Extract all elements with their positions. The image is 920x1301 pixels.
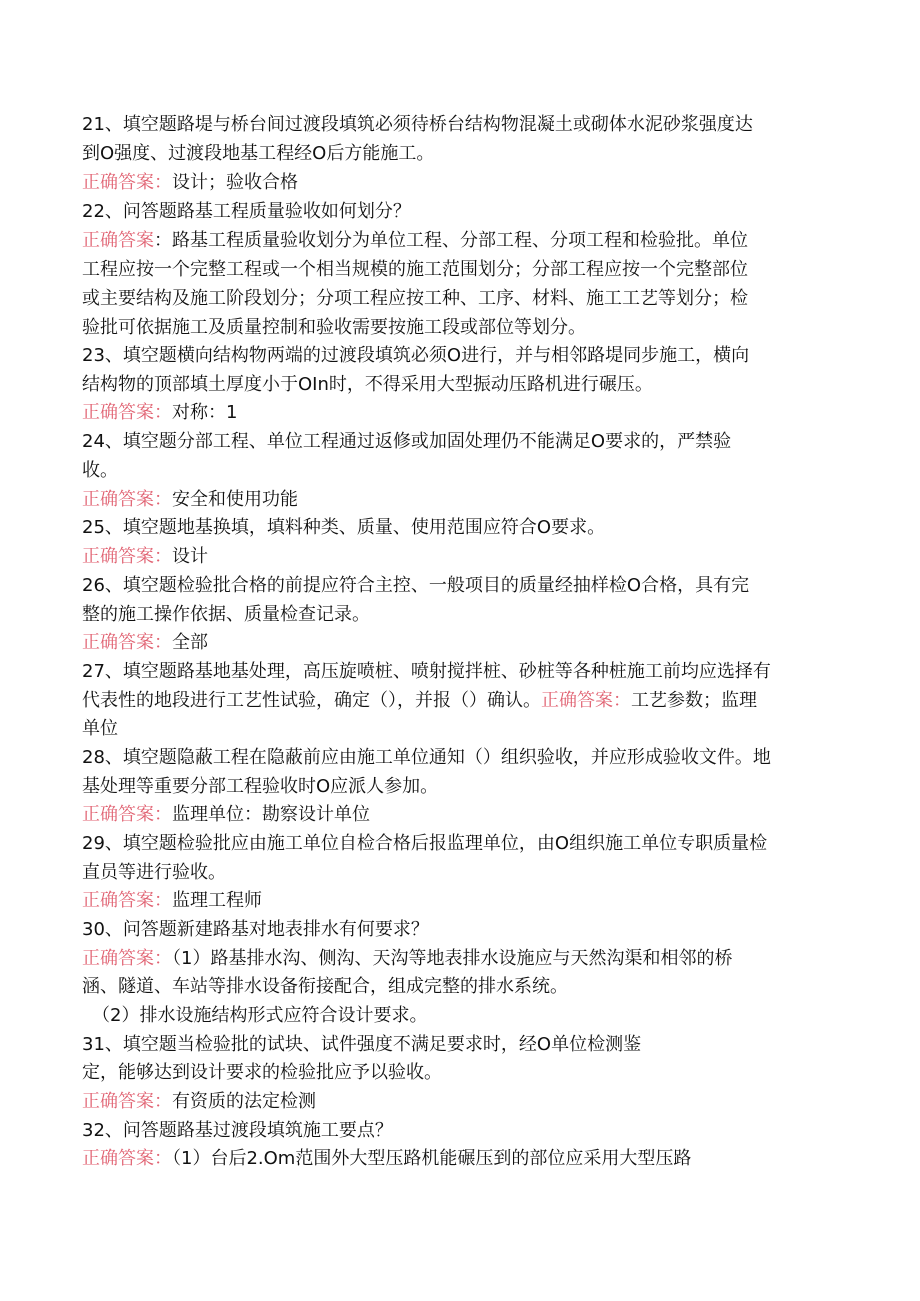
question-21-line-2: 到O强度、过渡段地基工程经O后方能施工。 <box>82 143 435 164</box>
question-23-line-1: 23、填空题横向结构物两端的过渡段填筑必须O进行，并与相邻路堤同步施工，横向 <box>82 345 750 366</box>
answer-30-line-1 <box>82 946 732 972</box>
answer-26-text: 全部 <box>172 632 208 653</box>
answer-30-text-1: （1）路基排水沟、侧沟、天沟等地表排水设施应与天然沟渠和相邻的桥 <box>172 948 733 969</box>
answer-label: 正确答案： <box>82 890 172 911</box>
answer-label: 正确答案： <box>82 489 172 510</box>
answer-23-text: 对称：1 <box>172 402 238 423</box>
question-21-line-1: 21、填空题路堤与桥台间过渡段填筑必须待桥台结构物混凝土或砌体水泥砂浆强度达 <box>82 114 753 135</box>
question-26-line-2: 整的施工操作依据、质量检查记录。 <box>82 604 370 625</box>
answer-27-line-2: 单位 <box>82 718 118 739</box>
question-24-line-1: 24、填空题分部工程、单位工程通过返修或加固处理仍不能满足O要求的，严禁验 <box>82 431 732 452</box>
answer-label: 正确答案： <box>82 632 172 653</box>
answer-22-line-4: 验批可依据施工及质量控制和验收需要按施工段或部位等划分。 <box>82 317 586 338</box>
question-22-line-1: 22、问答题路基工程质量验收如何划分？ <box>82 201 411 222</box>
question-24-line-2: 收。 <box>82 460 118 481</box>
question-29-line-2: 直员等进行验收。 <box>82 862 226 883</box>
answer-label: 正确答案： <box>541 690 631 711</box>
question-32-line-1: 32、问答题路基过渡段填筑施工要点？ <box>82 1120 393 1141</box>
answer-label: 正确答案 <box>82 230 154 251</box>
answer-22-line-3: 或主要结构及施工阶段划分；分项工程应按工种、工序、材料、施工工艺等划分；检 <box>82 288 748 309</box>
question-28-line-2: 基处理等重要分部工程验收时O应派人参加。 <box>82 776 439 797</box>
answer-25-text: 设计 <box>172 546 208 567</box>
answer-22-line-2: 工程应按一个完整工程或一个相当规模的施工范围划分；分部工程应按一个完整部位 <box>82 259 748 280</box>
answer-22-text-1: ：路基工程质量验收划分为单位工程、分部工程、分项工程和检验批。单位 <box>154 230 748 251</box>
answer-32-text-1: （1）台后2.Om范围外大型压路机能碾压到的部位应采用大型压路 <box>172 1148 692 1169</box>
answer-22-line-1 <box>82 228 748 254</box>
question-27-line-1: 27、填空题路基地基处理，高压旋喷桩、喷射搅拌桩、砂桩等各种桩施工前均应选择有 <box>82 661 771 682</box>
answer-29-text: 监理工程师 <box>172 890 262 911</box>
question-30-line-1: 30、问答题新建路基对地表排水有何要求？ <box>82 919 429 940</box>
answer-21-text: 设计；验收合格 <box>172 172 298 193</box>
question-27-text: 代表性的地段进行工艺性试验，确定（），并报（）确认。 <box>82 690 541 711</box>
answer-28 <box>82 802 370 828</box>
answer-26 <box>82 630 208 656</box>
answer-label: 正确答案： <box>82 1091 172 1112</box>
question-28-line-1: 28、填空题隐蔽工程在隐蔽前应由施工单位通知（）组织验收，并应形成验收文件。地 <box>82 747 771 768</box>
answer-label: 正确答案： <box>82 804 172 825</box>
answer-label: 正确答案： <box>82 402 172 423</box>
answer-30-line-3: （2）排水设施结构形式应符合设计要求。 <box>92 1005 428 1026</box>
question-23-line-2: 结构物的顶部填土厚度小于OIn时，不得采用大型振动压路机进行碾压。 <box>82 374 653 395</box>
answer-31-text: 有资质的法定检测 <box>172 1091 316 1112</box>
answer-label: 正确答案： <box>82 1148 172 1169</box>
answer-30-line-2: 涵、隧道、车站等排水设备衔接配合，组成完整的排水系统。 <box>82 976 568 997</box>
answer-25 <box>82 544 208 570</box>
question-29-line-1: 29、填空题检验批应由施工单位自检合格后报监理单位，由O组织施工单位专职质量检 <box>82 833 768 854</box>
answer-27-text: 工艺参数；监理 <box>631 690 757 711</box>
answer-21 <box>82 170 298 196</box>
answer-24 <box>82 487 298 513</box>
answer-label: 正确答案： <box>82 172 172 193</box>
answer-23 <box>82 400 237 426</box>
answer-24-text: 安全和使用功能 <box>172 489 298 510</box>
question-27-line-2 <box>82 688 757 714</box>
question-25-line-1: 25、填空题地基换填，填料种类、质量、使用范围应符合O要求。 <box>82 517 606 538</box>
question-26-line-1: 26、填空题检验批合格的前提应符合主控、一般项目的质量经抽样检O合格，具有完 <box>82 575 750 596</box>
answer-28-text: 监理单位：勘察设计单位 <box>172 804 370 825</box>
answer-label: 正确答案： <box>82 948 172 969</box>
answer-label: 正确答案： <box>82 546 172 567</box>
answer-29 <box>82 888 262 914</box>
question-31-line-1: 31、填空题当检验批的试块、试件强度不满足要求时，经O单位检测鉴 <box>82 1034 642 1055</box>
question-31-line-2: 定，能够达到设计要求的检验批应予以验收。 <box>82 1062 442 1083</box>
answer-31 <box>82 1089 316 1115</box>
answer-32-line-1 <box>82 1146 691 1172</box>
